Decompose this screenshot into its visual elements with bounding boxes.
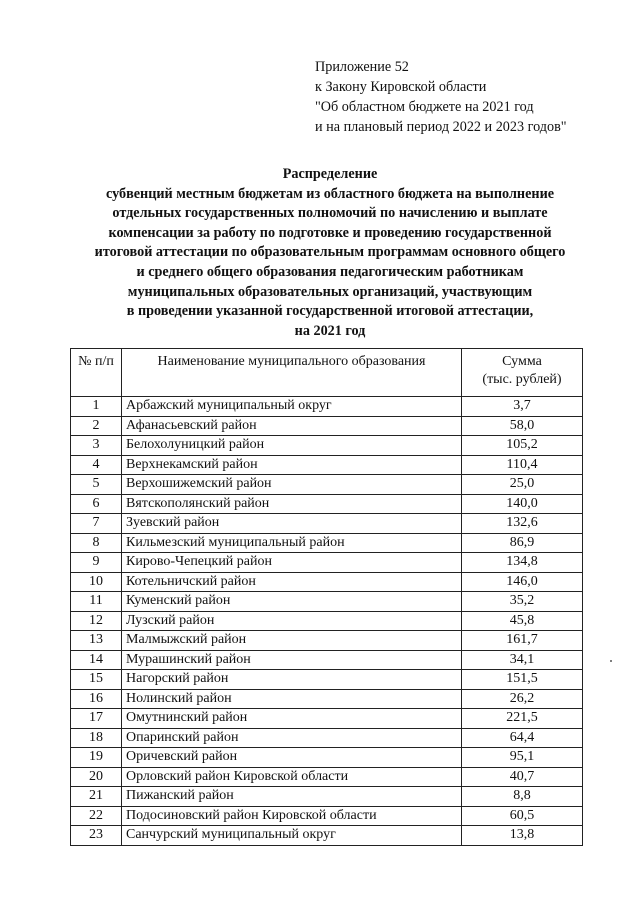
table-row (71, 611, 583, 631)
row-sum: 105,2 (462, 436, 583, 456)
row-num: 7 (71, 514, 122, 534)
row-sum: 13,8 (462, 826, 583, 846)
row-sum: 45,8 (462, 611, 583, 631)
row-sum: 8,8 (462, 787, 583, 807)
title-line: субвенций местным бюджетам из областного бюджета на выполнение (105, 185, 555, 202)
row-name: Подосиновский район Кировской области (122, 806, 462, 826)
row-name: Малмыжский район (122, 631, 462, 651)
title-line: и среднего общего образования педагогическим работникам (136, 263, 524, 280)
row-num: 1 (71, 397, 122, 417)
row-num: 23 (71, 826, 122, 846)
row-sum: 34,1 (462, 650, 583, 670)
table-row (71, 650, 583, 670)
row-name: Верхнекамский район (122, 455, 462, 475)
title-line: отдельных государственных полномочий по начислению и выплате (112, 205, 548, 222)
row-num: 11 (71, 592, 122, 612)
row-num: 3 (71, 436, 122, 456)
appendix-line: и на плановый период 2022 и 2023 годов" (315, 119, 567, 135)
table-row (71, 572, 583, 592)
row-sum: 134,8 (462, 553, 583, 573)
row-name: Нагорский район (122, 670, 462, 690)
table-row (71, 553, 583, 573)
row-num: 17 (71, 709, 122, 729)
row-name: Пижанский район (122, 787, 462, 807)
document-title (40, 165, 620, 341)
row-sum: 161,7 (462, 631, 583, 651)
header-num: № п/п (71, 349, 122, 397)
row-sum: 140,0 (462, 494, 583, 514)
row-num: 19 (71, 748, 122, 768)
row-num: 6 (71, 494, 122, 514)
row-num: 8 (71, 533, 122, 553)
row-sum: 40,7 (462, 767, 583, 787)
row-num: 12 (71, 611, 122, 631)
row-sum: 58,0 (462, 416, 583, 436)
table-row (71, 806, 583, 826)
table-row (71, 397, 583, 417)
row-name: Нолинский район (122, 689, 462, 709)
row-sum: 64,4 (462, 728, 583, 748)
table-row (71, 494, 583, 514)
table-row (71, 826, 583, 846)
row-name: Арбажский муниципальный округ (122, 397, 462, 417)
table-row (71, 709, 583, 729)
header-sum (462, 349, 583, 397)
appendix-line: Приложение 52 (315, 59, 409, 75)
header-sum-line1: Сумма (502, 354, 542, 369)
table-row (71, 631, 583, 651)
row-num: 20 (71, 767, 122, 787)
row-num: 15 (71, 670, 122, 690)
distribution-table (70, 348, 583, 846)
row-num: 22 (71, 806, 122, 826)
row-name: Санчурский муниципальный округ (122, 826, 462, 846)
row-num: 13 (71, 631, 122, 651)
table-row (71, 416, 583, 436)
row-name: Лузский район (122, 611, 462, 631)
row-num: 16 (71, 689, 122, 709)
title-line: муниципальных образовательных организаций, участвующим (127, 283, 533, 300)
title-line: на 2021 год (294, 322, 366, 339)
table-row (71, 475, 583, 495)
row-sum: 26,2 (462, 689, 583, 709)
row-sum: 95,1 (462, 748, 583, 768)
row-name: Орловский район Кировской области (122, 767, 462, 787)
table-row (71, 514, 583, 534)
row-num: 14 (71, 650, 122, 670)
row-sum: 151,5 (462, 670, 583, 690)
row-name: Омутнинский район (122, 709, 462, 729)
appendix-line: "Об областном бюджете на 2021 год (315, 99, 534, 115)
row-name: Кильмезский муниципальный район (122, 533, 462, 553)
row-name: Кирово-Чепецкий район (122, 553, 462, 573)
row-num: 18 (71, 728, 122, 748)
row-name: Мурашинский район (122, 650, 462, 670)
row-num: 10 (71, 572, 122, 592)
row-sum: 25,0 (462, 475, 583, 495)
row-name: Котельничский район (122, 572, 462, 592)
table-row (71, 728, 583, 748)
table-row (71, 455, 583, 475)
row-sum: 3,7 (462, 397, 583, 417)
table-header-row (71, 349, 583, 397)
header-sum-line2: (тыс. рублей) (482, 372, 562, 387)
row-sum: 60,5 (462, 806, 583, 826)
row-name: Зуевский район (122, 514, 462, 534)
table-row (71, 436, 583, 456)
table-row (71, 592, 583, 612)
appendix-line: к Закону Кировской области (315, 79, 487, 95)
title-line: Распределение (282, 166, 378, 182)
row-sum: 221,5 (462, 709, 583, 729)
row-sum: 110,4 (462, 455, 583, 475)
table-row (71, 670, 583, 690)
row-name: Куменский район (122, 592, 462, 612)
table-row (71, 767, 583, 787)
row-sum: 35,2 (462, 592, 583, 612)
table-row (71, 533, 583, 553)
table-row (71, 787, 583, 807)
row-name: Белохолуницкий район (122, 436, 462, 456)
table-row (71, 689, 583, 709)
header-name: Наименование муниципального образования (122, 349, 462, 397)
scan-speck (610, 660, 612, 662)
row-name: Опаринский район (122, 728, 462, 748)
title-line: компенсации за работу по подготовке и проведению государственной (108, 224, 552, 241)
row-name: Оричевский район (122, 748, 462, 768)
title-line: итоговой аттестации по образовательным программам основного общего (94, 244, 566, 261)
row-num: 2 (71, 416, 122, 436)
row-num: 4 (71, 455, 122, 475)
row-num: 9 (71, 553, 122, 573)
appendix-block (315, 57, 625, 137)
row-sum: 146,0 (462, 572, 583, 592)
table-body (71, 397, 583, 846)
row-sum: 132,6 (462, 514, 583, 534)
row-name: Верхошижемский район (122, 475, 462, 495)
row-name: Вятскополянский район (122, 494, 462, 514)
row-num: 5 (71, 475, 122, 495)
row-name: Афанасьевский район (122, 416, 462, 436)
row-num: 21 (71, 787, 122, 807)
row-sum: 86,9 (462, 533, 583, 553)
table-row (71, 748, 583, 768)
title-line: в проведении указанной государственной итоговой аттестации, (126, 303, 534, 320)
